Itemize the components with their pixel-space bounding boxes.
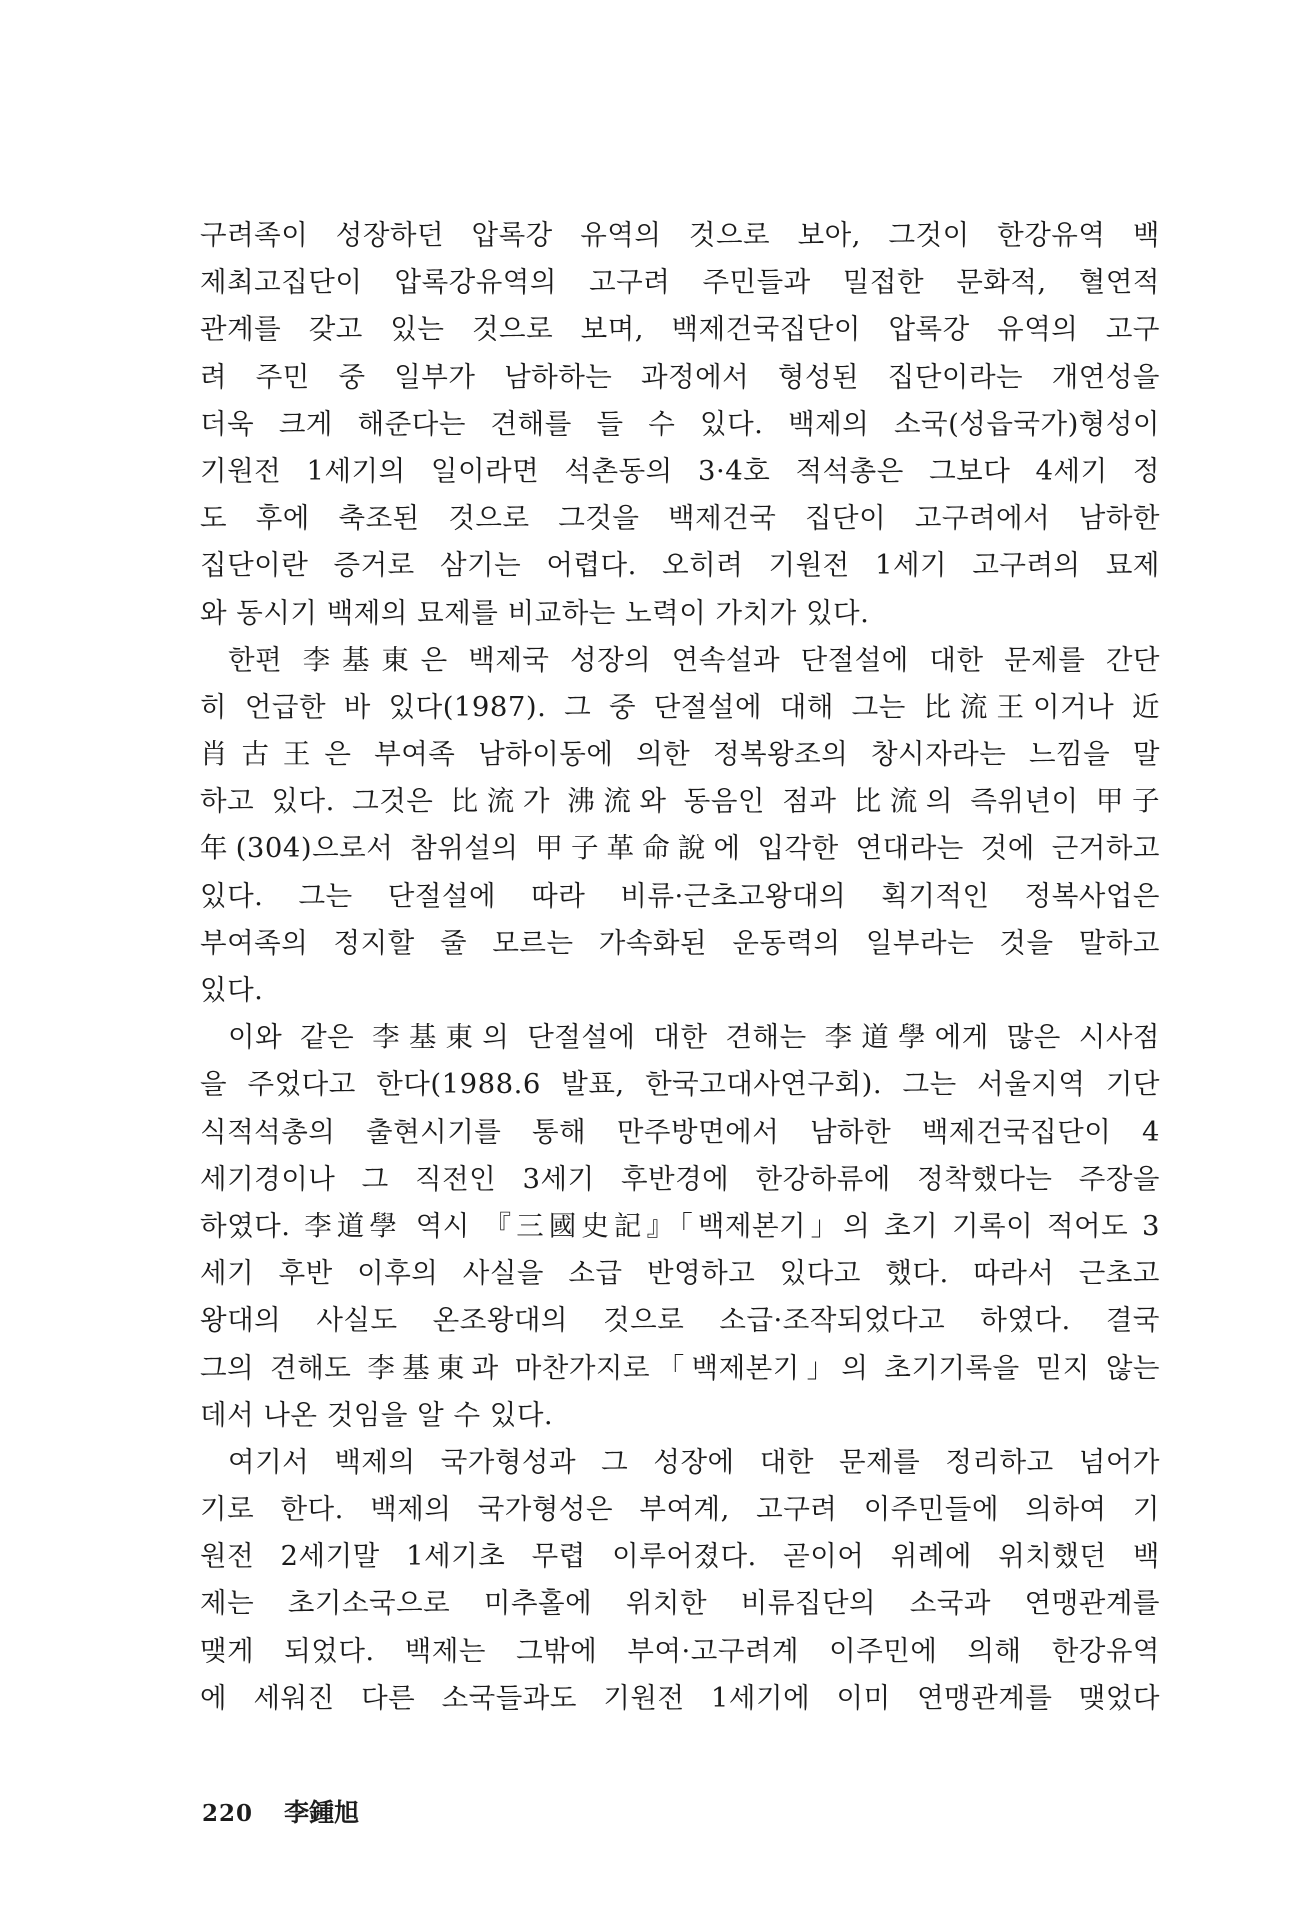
page-number: 220 [202, 1800, 254, 1827]
text-line: 기로 한다. 백제의 국가형성은 부여계, 고구려 이주민들에 의하여 기 [200, 1493, 1160, 1526]
text-line: 관계를 갖고 있는 것으로 보며, 백제건국집단이 압록강 유역의 고구 [200, 313, 1160, 346]
text-line: 세기경이나 그 직전인 3세기 후반경에 한강하류에 정착했다는 주장을 [200, 1162, 1160, 1195]
text-line: 왕대의 사실도 온조왕대의 것으로 소급·조작되었다고 하였다. 결국 [200, 1304, 1160, 1337]
text-line: 원전 2세기말 1세기초 무렵 이루어졌다. 곧이어 위례에 위치했던 백 [200, 1540, 1160, 1573]
paragraph-start-line: 한편 李基東은 백제국 성장의 연속설과 단절설에 대한 문제를 간단 [228, 643, 1160, 676]
text-line: 히 언급한 바 있다(1987). 그 중 단절설에 대해 그는 比流王이거나 近 [200, 690, 1160, 723]
text-line: 있다. 그는 단절설에 따라 비류·근초고왕대의 획기적인 정복사업은 [200, 879, 1160, 912]
text-line: 구려족이 성장하던 압록강 유역의 것으로 보아, 그것이 한강유역 백 [200, 219, 1160, 251]
text-line: 세기 후반 이후의 사실을 소급 반영하고 있다고 했다. 따라서 근초고 [200, 1257, 1160, 1290]
text-line: 을 주었다고 한다(1988.6 발표, 한국고대사연구회). 그는 서울지역 기단 [200, 1068, 1160, 1101]
text-line: 기원전 1세기의 일이라면 석촌동의 3·4호 적석총은 그보다 4세기 정 [200, 454, 1160, 487]
text-line: 더욱 크게 해준다는 견해를 들 수 있다. 백제의 소국(성읍국가)형성이 [200, 407, 1160, 440]
text-line: 집단이란 증거로 삼기는 어렵다. 오히려 기원전 1세기 고구려의 묘제 [200, 549, 1160, 582]
text-line: 그의 견해도 李基東과 마찬가지로「백제본기」의 초기기록을 믿지 않는 [200, 1351, 1160, 1384]
body-text [200, 212, 1160, 1722]
text-line: 제최고집단이 압록강유역의 고구려 주민들과 밀접한 문화적, 혈연적 [200, 266, 1160, 299]
paragraph-start-line: 여기서 백제의 국가형성과 그 성장에 대한 문제를 정리하고 넘어가 [228, 1445, 1160, 1478]
text-line: 하고 있다. 그것은 比流가 沸流와 동음인 점과 比流의 즉위년이 甲子 [200, 785, 1160, 818]
text-line: 도 후에 축조된 것으로 그것을 백제건국 집단이 고구려에서 남하한 [200, 502, 1160, 535]
text-line: 있다. [200, 974, 264, 1006]
text-line: 데서 나온 것임을 알 수 있다. [200, 1398, 554, 1431]
text-line: 려 주민 중 일부가 남하하는 과정에서 형성된 집단이라는 개연성을 [200, 360, 1160, 393]
text-line: 식적석총의 출현시기를 통해 만주방면에서 남하한 백제건국집단이 4 [200, 1115, 1160, 1148]
text-line: 부여족의 정지할 줄 모르는 가속화된 운동력의 일부라는 것을 말하고 [200, 926, 1160, 959]
text-line: 肖古王은 부여족 남하이동에 의한 정복왕조의 창시자라는 느낌을 말 [200, 738, 1160, 771]
paragraph-start-line: 이와 같은 李基東의 단절설에 대한 견해는 李道學에게 많은 시사점 [228, 1021, 1160, 1054]
text-line: 에 세워진 다른 소국들과도 기원전 1세기에 이미 연맹관계를 맺었다 [200, 1681, 1160, 1714]
text-line: 와 동시기 백제의 묘제를 비교하는 노력이 가치가 있다. [200, 596, 870, 629]
page-footer [202, 1793, 359, 1829]
text-line: 맺게 되었다. 백제는 그밖에 부여·고구려계 이주민에 의해 한강유역 [200, 1634, 1160, 1667]
text-line: 하였다. 李道學 역시 『三國史記』「백제본기」의 초기 기록이 적어도 3 [200, 1209, 1160, 1242]
running-author: 李鍾旭 [284, 1798, 360, 1827]
text-line: 제는 초기소국으로 미추홀에 위치한 비류집단의 소국과 연맹관계를 [200, 1587, 1160, 1620]
text-line: 年(304)으로서 참위설의 甲子革命說에 입각한 연대라는 것에 근거하고 [200, 832, 1160, 865]
